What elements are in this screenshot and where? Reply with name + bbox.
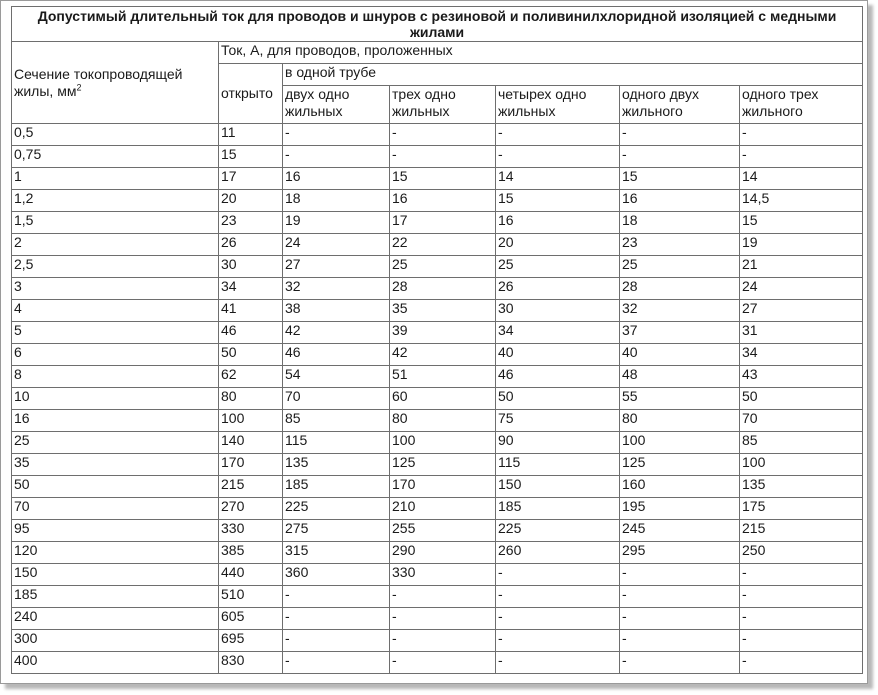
current-cell: 19 (283, 212, 390, 234)
section-cell: 400 (12, 652, 219, 674)
current-cell: 37 (620, 322, 740, 344)
table-title: Допустимый длительный ток для проводов и шнуров с резиновой и поливинилхлоридной изоляцией с медными жилами (12, 7, 863, 42)
current-cell: 43 (740, 366, 863, 388)
table-body (12, 124, 863, 674)
current-cell: 25 (390, 256, 496, 278)
current-cell: 14 (740, 168, 863, 190)
current-cell: 15 (219, 146, 283, 168)
current-cell: 20 (496, 234, 620, 256)
current-cell: 270 (219, 498, 283, 520)
current-cell: 360 (283, 564, 390, 586)
current-cell: 185 (496, 498, 620, 520)
section-cell: 0,75 (12, 146, 219, 168)
header-col: одного двух жильного (620, 86, 740, 124)
section-cell: 150 (12, 564, 219, 586)
current-cell: - (390, 146, 496, 168)
current-cell: 150 (496, 476, 620, 498)
current-cell: 38 (283, 300, 390, 322)
current-cell: - (740, 564, 863, 586)
current-cell: 605 (219, 608, 283, 630)
table-row (12, 520, 863, 542)
current-cell: 115 (283, 432, 390, 454)
current-cell: - (620, 146, 740, 168)
current-cell: - (740, 652, 863, 674)
current-cell: 135 (740, 476, 863, 498)
current-cell: 85 (283, 410, 390, 432)
current-cell: 17 (390, 212, 496, 234)
section-cell: 70 (12, 498, 219, 520)
section-cell: 120 (12, 542, 219, 564)
current-cell: 27 (283, 256, 390, 278)
table-row (12, 388, 863, 410)
current-cell: - (390, 652, 496, 674)
current-cell: - (496, 586, 620, 608)
header-col: одного трех жильного (740, 86, 863, 124)
current-cell: 385 (219, 542, 283, 564)
current-cell: - (496, 608, 620, 630)
current-cell: - (283, 652, 390, 674)
section-cell: 3 (12, 278, 219, 300)
current-cell: 11 (219, 124, 283, 146)
current-cell: 170 (219, 454, 283, 476)
current-cell: 225 (496, 520, 620, 542)
current-cell: 135 (283, 454, 390, 476)
current-cell: - (740, 124, 863, 146)
section-cell: 1 (12, 168, 219, 190)
current-cell: 125 (390, 454, 496, 476)
current-cell: 28 (620, 278, 740, 300)
current-cell: 18 (620, 212, 740, 234)
current-cell: 70 (740, 410, 863, 432)
current-cell: 25 (620, 256, 740, 278)
current-cell: 15 (740, 212, 863, 234)
current-cell: 185 (283, 476, 390, 498)
table-row (12, 586, 863, 608)
current-cell: 16 (620, 190, 740, 212)
table-row (12, 190, 863, 212)
section-cell: 25 (12, 432, 219, 454)
table-row (12, 652, 863, 674)
current-cell: - (496, 652, 620, 674)
section-cell: 1,5 (12, 212, 219, 234)
current-cell: 31 (740, 322, 863, 344)
section-cell: 4 (12, 300, 219, 322)
current-cell: 30 (219, 256, 283, 278)
current-cell: 215 (740, 520, 863, 542)
current-cell: - (620, 630, 740, 652)
current-cell: 14 (496, 168, 620, 190)
current-cell: 225 (283, 498, 390, 520)
current-cell: 26 (496, 278, 620, 300)
current-cell: - (283, 146, 390, 168)
current-cell: 75 (496, 410, 620, 432)
current-cell: 30 (496, 300, 620, 322)
current-cell: 80 (620, 410, 740, 432)
current-cell: 15 (390, 168, 496, 190)
current-cell: 17 (219, 168, 283, 190)
table-row (12, 278, 863, 300)
current-cell: - (620, 124, 740, 146)
current-cell: 70 (283, 388, 390, 410)
current-cell: 100 (620, 432, 740, 454)
current-cell: 42 (283, 322, 390, 344)
section-cell: 2,5 (12, 256, 219, 278)
header-section-sup: 2 (76, 81, 82, 92)
table-row (12, 146, 863, 168)
section-cell: 16 (12, 410, 219, 432)
header-in-pipe: в одной трубе (283, 64, 863, 86)
current-cell: 50 (740, 388, 863, 410)
table-row (12, 124, 863, 146)
current-cell: 46 (283, 344, 390, 366)
current-cell: 695 (219, 630, 283, 652)
table-row (12, 608, 863, 630)
current-cell: 315 (283, 542, 390, 564)
current-cell: 510 (219, 586, 283, 608)
table-row (12, 212, 863, 234)
current-cell: 40 (496, 344, 620, 366)
current-cell: 24 (740, 278, 863, 300)
current-cell: 275 (283, 520, 390, 542)
current-cell: 210 (390, 498, 496, 520)
current-cell: - (740, 608, 863, 630)
current-cell: 830 (219, 652, 283, 674)
current-cell: 28 (390, 278, 496, 300)
current-cell: 23 (620, 234, 740, 256)
current-cell: 175 (740, 498, 863, 520)
current-cell: - (390, 630, 496, 652)
current-cell: - (390, 608, 496, 630)
section-cell: 1,2 (12, 190, 219, 212)
header-col: двух одно жильных (283, 86, 390, 124)
current-cell: 27 (740, 300, 863, 322)
current-cell: 115 (496, 454, 620, 476)
table-row (12, 476, 863, 498)
current-cell: 60 (390, 388, 496, 410)
current-cell: 55 (620, 388, 740, 410)
current-cell: 16 (390, 190, 496, 212)
header-col: трех одно жильных (390, 86, 496, 124)
table-row (12, 542, 863, 564)
current-cell: 50 (219, 344, 283, 366)
current-cell: - (283, 124, 390, 146)
current-cell: 80 (390, 410, 496, 432)
current-cell: - (390, 586, 496, 608)
table-row (12, 256, 863, 278)
current-cell: - (496, 124, 620, 146)
table-row (12, 168, 863, 190)
current-cell: - (496, 146, 620, 168)
current-cell: - (620, 652, 740, 674)
current-cell: 22 (390, 234, 496, 256)
header-section (12, 42, 219, 124)
section-cell: 95 (12, 520, 219, 542)
current-cell: 125 (620, 454, 740, 476)
table-row (12, 322, 863, 344)
section-cell: 50 (12, 476, 219, 498)
current-cell: - (496, 564, 620, 586)
table-row (12, 454, 863, 476)
current-cell: 20 (219, 190, 283, 212)
current-cell: - (496, 630, 620, 652)
current-cell: 50 (496, 388, 620, 410)
current-cell: 14,5 (740, 190, 863, 212)
current-cell: 140 (219, 432, 283, 454)
current-cell: 34 (740, 344, 863, 366)
section-cell: 10 (12, 388, 219, 410)
table-row (12, 498, 863, 520)
current-cell: 23 (219, 212, 283, 234)
current-cell: 90 (496, 432, 620, 454)
current-cell: 195 (620, 498, 740, 520)
table-row (12, 410, 863, 432)
current-cell: - (390, 124, 496, 146)
current-cell: 260 (496, 542, 620, 564)
current-table (11, 6, 863, 674)
current-cell: 250 (740, 542, 863, 564)
current-cell: 255 (390, 520, 496, 542)
current-cell: 100 (740, 454, 863, 476)
current-cell: 42 (390, 344, 496, 366)
current-cell: 440 (219, 564, 283, 586)
current-cell: 21 (740, 256, 863, 278)
current-cell: 215 (219, 476, 283, 498)
current-cell: 25 (496, 256, 620, 278)
header-section-label: Сечение токопроводящей жилы, мм (14, 65, 183, 99)
section-cell: 35 (12, 454, 219, 476)
current-cell: 34 (496, 322, 620, 344)
current-cell: 170 (390, 476, 496, 498)
header-current: Ток, А, для проводов, проложенных (219, 42, 863, 64)
current-cell: 46 (219, 322, 283, 344)
current-cell: 16 (283, 168, 390, 190)
current-cell: 100 (390, 432, 496, 454)
table-row (12, 344, 863, 366)
current-cell: 24 (283, 234, 390, 256)
section-cell: 300 (12, 630, 219, 652)
section-cell: 240 (12, 608, 219, 630)
current-cell: 15 (620, 168, 740, 190)
current-cell: 160 (620, 476, 740, 498)
section-cell: 5 (12, 322, 219, 344)
current-cell: - (740, 630, 863, 652)
current-cell: 80 (219, 388, 283, 410)
current-cell: - (620, 608, 740, 630)
current-cell: 34 (219, 278, 283, 300)
current-cell: 26 (219, 234, 283, 256)
section-cell: 8 (12, 366, 219, 388)
current-cell: - (620, 564, 740, 586)
current-cell: 330 (219, 520, 283, 542)
current-cell: 16 (496, 212, 620, 234)
current-cell: - (740, 586, 863, 608)
table-row (12, 564, 863, 586)
table-row (12, 366, 863, 388)
current-cell: - (283, 608, 390, 630)
current-cell: 54 (283, 366, 390, 388)
current-cell: 62 (219, 366, 283, 388)
current-cell: 40 (620, 344, 740, 366)
current-cell: 39 (390, 322, 496, 344)
current-cell: 41 (219, 300, 283, 322)
table-row (12, 432, 863, 454)
current-cell: 295 (620, 542, 740, 564)
current-cell: 330 (390, 564, 496, 586)
section-cell: 2 (12, 234, 219, 256)
current-cell: 19 (740, 234, 863, 256)
header-open: открыто (219, 64, 283, 124)
section-cell: 0,5 (12, 124, 219, 146)
current-cell: 85 (740, 432, 863, 454)
current-cell: - (740, 146, 863, 168)
current-cell: 290 (390, 542, 496, 564)
current-cell: 48 (620, 366, 740, 388)
current-cell: 46 (496, 366, 620, 388)
current-cell: - (620, 586, 740, 608)
current-cell: 18 (283, 190, 390, 212)
current-cell: 100 (219, 410, 283, 432)
section-cell: 185 (12, 586, 219, 608)
current-cell: 32 (620, 300, 740, 322)
table-row (12, 630, 863, 652)
table-row (12, 300, 863, 322)
current-cell: 32 (283, 278, 390, 300)
table-row (12, 234, 863, 256)
current-cell: 245 (620, 520, 740, 542)
header-col: четырех одно жильных (496, 86, 620, 124)
current-cell: 51 (390, 366, 496, 388)
current-cell: - (283, 586, 390, 608)
current-cell: 35 (390, 300, 496, 322)
current-cell: - (283, 630, 390, 652)
section-cell: 6 (12, 344, 219, 366)
current-cell: 15 (496, 190, 620, 212)
